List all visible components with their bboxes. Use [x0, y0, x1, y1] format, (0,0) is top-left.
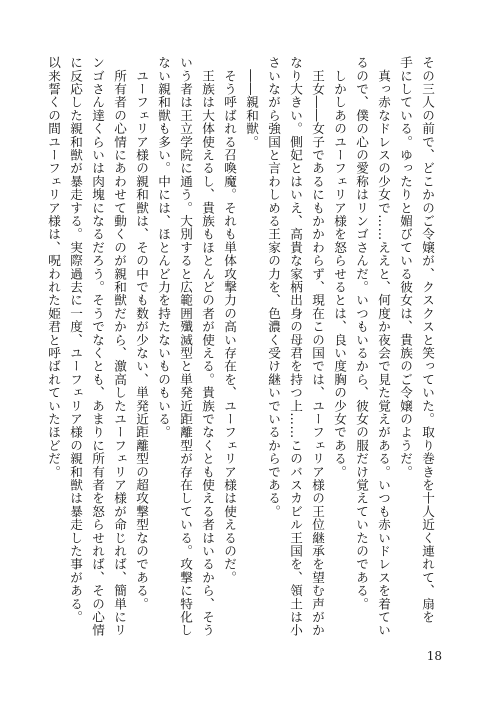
- text-line-9: ――親和獣。: [244, 56, 259, 149]
- text-line-10: そう呼ばれる召喚魔。それも単体攻撃力の高い存在を、ユーフェリア様は使えるのだ。: [222, 56, 237, 584]
- text-line-8: さいながら強国と言わしめる王家の力を、色濃く受け継いでいるからである。: [266, 56, 281, 518]
- text-line-18: 以来誓くの間ユーフェリア様は、呪われた姫君と呼ばれていたほどだ。: [46, 56, 61, 479]
- text-line-4: るので、僕の心の愛称はリンゴさんだ。いつもいるから、彼女の服だけ覚えていたのである。: [354, 56, 369, 611]
- text-line-12: いう者は王立学院に通う。大別すると広範囲殲滅型と単発近距離型が存在している。攻撃に特化し: [178, 56, 193, 637]
- text-line-16: ンゴさん達くらいは肉塊になるだろう。そうでなくとも、あまりに所有者を怒らせれば、その心情: [90, 56, 105, 637]
- text-line-5: しかしあのユーフェリア様を怒らせるとは、良い度胸の少女である。: [332, 56, 347, 479]
- text-line-11: 王族は大体使えるし、貴族もほとんどの者が使える。貴族でなくとも使える者はいるから、そう: [200, 56, 215, 637]
- text-line-17: に反応した親和獣が暴走する。実際過去に一度、ユーフェリア様の親和獣は暴走した事がある。: [68, 56, 83, 624]
- vertical-text-body: [46, 56, 438, 641]
- text-line-7: なり大きい。側妃とはいえ、高貴な家柄出身の母君を持つ上……このバスカビル王国を、領土は小: [288, 56, 303, 637]
- text-line-3: 真っ赤なドレスの少女で……ええと、何度か夜会で見た覚えがある。いつも赤いドレスを着てい: [376, 56, 391, 637]
- page-number: 18: [426, 649, 442, 663]
- text-line-1: その三人の前で、どこかのご令嬢が、クスクスと笑っていた。取り巻きを十人近く連れて、扇を: [420, 56, 435, 624]
- text-line-14: ユーフェリア様の親和獣は、その中でも数が少ない、単発近距離型の超攻撃型なのである。: [134, 56, 149, 611]
- text-line-13: ない親和獣も多い。中には、ほとんど力を持たないものもいる。: [156, 56, 171, 439]
- text-line-2: 手にしている。ゆったりと媚びている彼女は、貴族のご令嬢のようだ。: [398, 56, 413, 479]
- text-line-15: 所有者の心情にあわせて動くのが親和獣だから、激高したユーフェリア様が命じれば、簡単にリ: [112, 56, 127, 637]
- text-line-6: 王女――女子であるにもかかわらず、現在この国では、ユーフェリア様の王位継承を望む声がか: [310, 56, 325, 637]
